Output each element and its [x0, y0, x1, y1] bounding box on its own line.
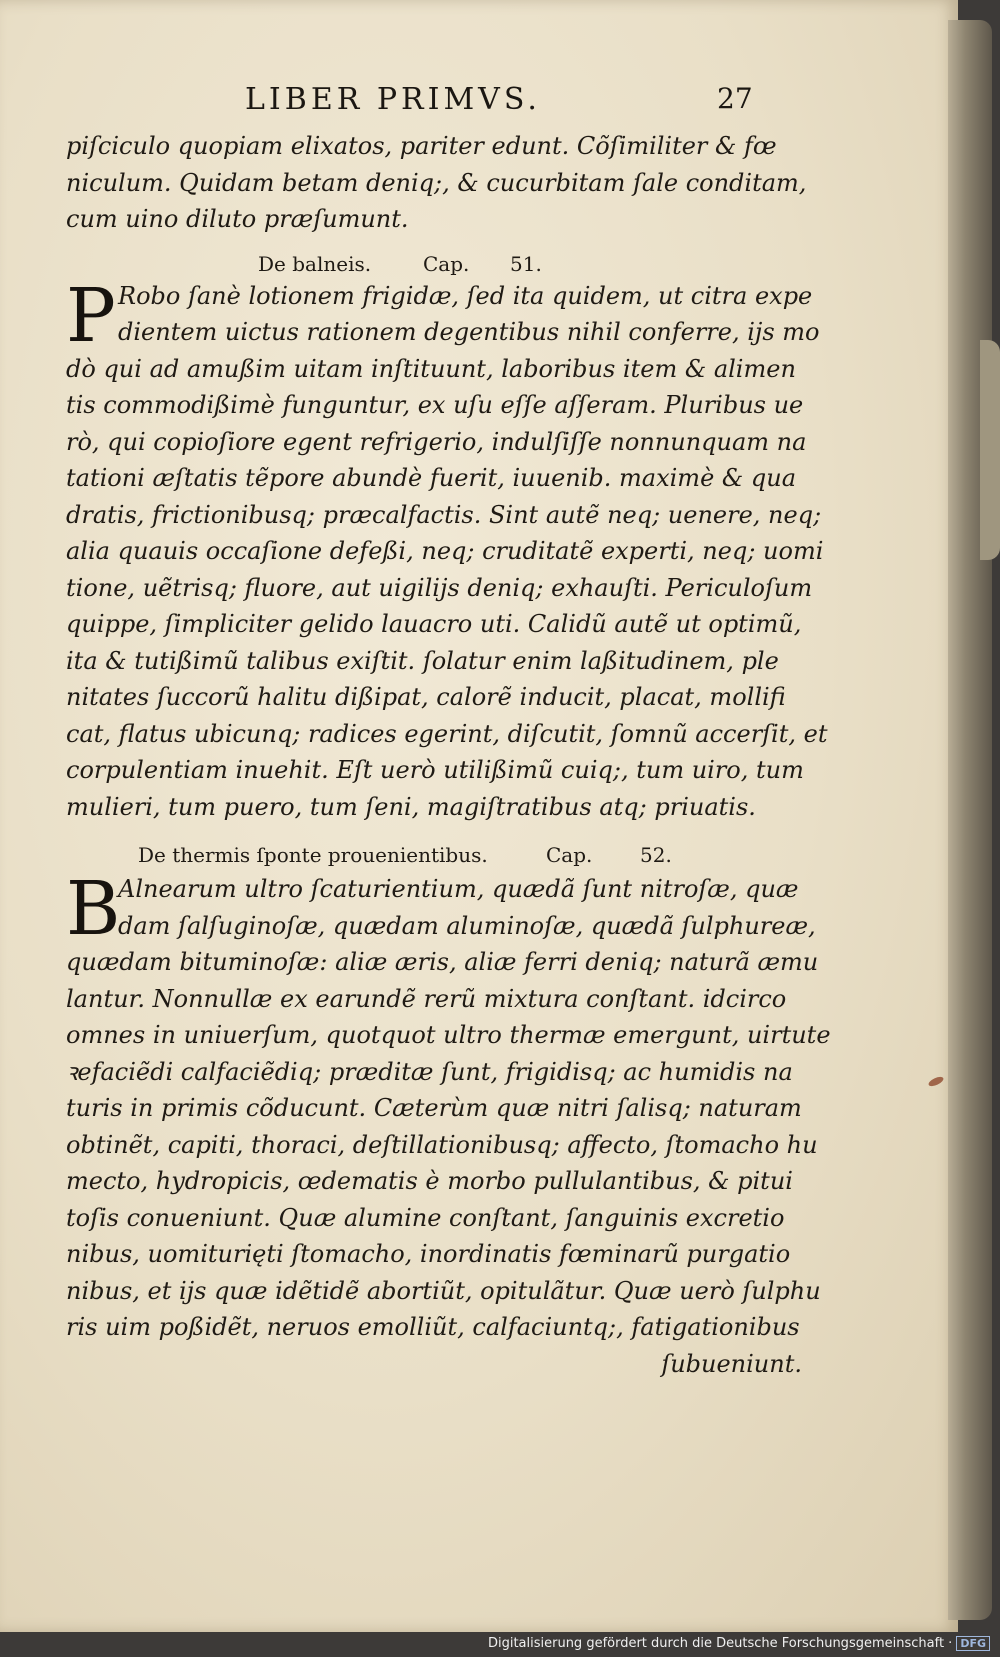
text-line: turis in primis cõducunt. Cæterùm quæ nitri ſalisq; naturam [66, 1094, 802, 1122]
chapter-label: Cap. [423, 251, 470, 276]
text-line: ita & tutißimũ talibus exiſtit. ſolatur enim laßitudinem, ple [66, 646, 779, 675]
paragraph-thermis [66, 866, 831, 1382]
dfg-logo: DFG [956, 1636, 990, 1651]
drop-cap: B [66, 866, 121, 952]
chapter-heading-52 [66, 837, 802, 871]
text-line: toſis conueniunt. Quæ alumine conſtant, ſanguinis excretio [66, 1203, 785, 1232]
text-line: omnes in uniuerſum, quotquot ultro thermæ emergunt, uirtute [66, 1021, 831, 1049]
text-line: nibus, et ijs quæ idẽtidẽ abortiũt, opitulãtur. Quæ uerò ſulphu [66, 1276, 821, 1305]
text-line: mulieri, tum puero, tum ſeni, magiſtratibus atq; priuatis. [66, 792, 756, 821]
text-line: tione, uẽtrisq; fluore, aut uigilijs deniq; exhauſti. Periculoſum [66, 573, 813, 602]
catchword: ſubueniunt. [661, 1349, 802, 1378]
paragraph-balneis [66, 272, 828, 826]
main-text [66, 128, 831, 1382]
chapter-number: 52. [640, 843, 672, 867]
text-line: quædam bituminoſæ: aliæ æris, aliæ ferri deniq; naturã æmu [66, 948, 819, 976]
text-line: nitates ſuccorũ halitu dißipat, calorẽ inducit, placat, mollifi [66, 683, 786, 711]
running-head: LIBER PRIMVS. [245, 82, 541, 117]
text-line: dientem uictus rationem degentibus nihil conferre, ijs mo [118, 318, 820, 346]
ink-stain [927, 1075, 944, 1088]
funding-credit: Digitalisierung gefördert durch die Deutsche Forschungsgemeinschaft · [487, 1636, 953, 1651]
text-line: dratis, frictionibusq; præcalfactis. Sint autẽ neq; uenere, neq; [66, 500, 822, 529]
text-line: cum uino diluto præſumunt. [66, 205, 409, 233]
footer-credit [488, 1636, 990, 1651]
footer-bar [0, 1632, 1000, 1657]
page-edge [948, 20, 992, 1620]
text-line: obtinẽt, capiti, thoraci, deſtillationibusq; affecto, ſtomacho hu [66, 1130, 818, 1159]
text-line: Robo ſanè lotionem frigidæ, ſed ita quidem, ut citra expe [118, 281, 813, 310]
text-line: dò qui ad amußim uitam inſtituunt, laboribus item & alimen [66, 354, 796, 383]
text-line: corpulentiam inuehit. Eſt uerò utilißimũ cuiq;, tum uiro, tum [66, 756, 804, 784]
drop-cap: P [66, 272, 116, 359]
text-line: ris uim poßidẽt, neruos emolliũt, calfaciuntq;, fatigationibus [66, 1313, 800, 1341]
text-line: niculum. Quidam betam deniq;, & cucurbitam ſale conditam, [66, 168, 807, 197]
page-number: 27 [717, 82, 753, 115]
text-line: cat, flatus ubicunq; radices egerint, diſcutit, ſomnũ accerſit, et [66, 719, 828, 748]
page-header [0, 82, 958, 122]
text-line: tis commodißimè funguntur, ex uſu eſſe aſſeram. Pluribus ue [66, 391, 804, 419]
text-line: rò, qui copioſiore egent refrigerio, indulſiſſe nonnunquam na [66, 427, 807, 456]
chapter-title: De thermis ſponte prouenientibus. [138, 843, 488, 867]
text-line: nibus, uomiturięti ſtomacho, inordinatis fœminarũ purgatio [66, 1240, 791, 1268]
chapter-number: 51. [510, 251, 542, 276]
chapter-heading-51 [66, 246, 802, 280]
text-line: dam ſalſuginoſæ, quædam aluminoſæ, quædã ſulphureæ, [118, 911, 816, 940]
text-line: ꝛefaciẽdi calfaciẽdiq; præditæ ſunt, frigidisq; ac humidis na [66, 1057, 793, 1086]
text-line: Alnearum ultro ſcaturientium, quædã ſunt nitroſæ, quæ [118, 875, 799, 903]
text-line: tationi æſtatis tẽpore abundè fuerit, iuuenib. maximè & qua [66, 464, 797, 492]
chapter-label: Cap. [546, 843, 593, 867]
text-line: quippe, ſimpliciter gelido lauacro uti. Calidũ autẽ ut optimũ, [66, 610, 802, 638]
chapter-title: De balneis. [258, 251, 372, 276]
text-line: mecto, hydropicis, œdematis è morbo pullulantibus, & pitui [66, 1167, 793, 1195]
text-line: lantur. Nonnullæ ex earundẽ rerũ mixtura conſtant. idcirco [66, 984, 787, 1013]
text-line: alia quauis occaſione defeßi, neq; cruditatẽ experti, neq; uomi [66, 537, 824, 565]
text-line: piſciculo quopiam elixatos, pariter edunt. Cõſimiliter & fœ [66, 132, 777, 160]
